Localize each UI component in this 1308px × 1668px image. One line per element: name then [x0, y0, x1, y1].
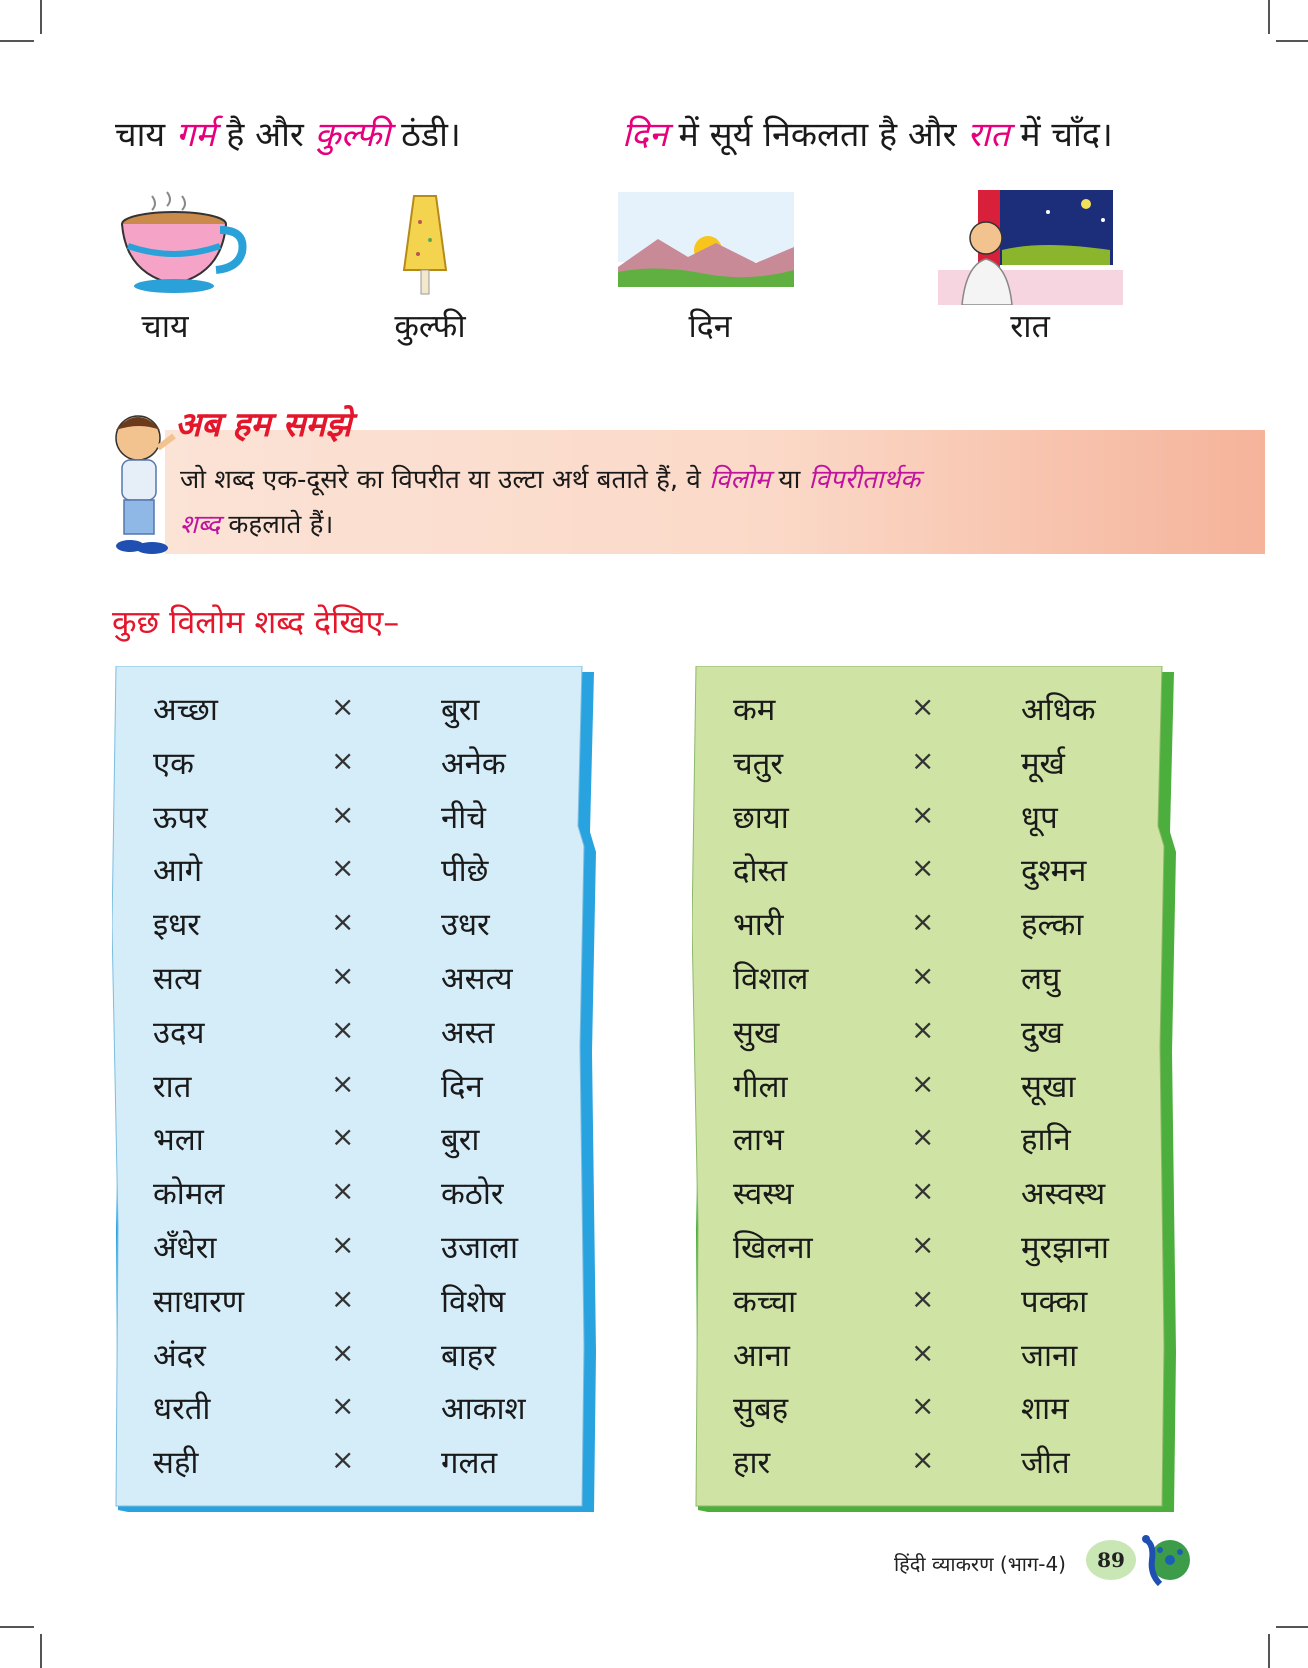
times-sign: × — [331, 959, 355, 992]
times-sign: × — [331, 1281, 355, 1315]
times-sign: × — [911, 797, 935, 831]
list-word-right: बाहर — [441, 1337, 496, 1374]
times-sign: × — [911, 1174, 935, 1208]
list-word-left: सुख — [733, 1014, 780, 1051]
list-word-right: अस्त — [441, 1014, 495, 1051]
list-word-left: लाभ — [733, 1122, 784, 1159]
list-word-right: मुरझाना — [1021, 1230, 1109, 1266]
list-word-left: खिलना — [733, 1230, 813, 1266]
list-word-left: भारी — [733, 907, 784, 944]
list-word-left: भला — [153, 1122, 204, 1159]
page-number: 89 — [1086, 1540, 1136, 1580]
definition-heading: अब हम समझे — [175, 405, 352, 445]
list-word-left: रात — [153, 1068, 192, 1105]
list-word-right: बुरा — [441, 692, 480, 728]
picture-caption: दिन — [688, 307, 732, 345]
times-sign: × — [911, 1120, 935, 1154]
tea-cup-icon — [112, 188, 247, 298]
crop-mark — [40, 1634, 42, 1668]
list-word-right: बुरा — [441, 1122, 480, 1159]
list-word-right: पीछे — [441, 853, 489, 890]
list-word-left: हार — [733, 1445, 771, 1482]
list-word-right: लघु — [1021, 961, 1061, 997]
list-word-left: सत्य — [153, 961, 201, 997]
list-word-left: सही — [153, 1445, 199, 1482]
crop-mark — [1268, 0, 1270, 34]
peacock-icon — [1136, 1530, 1191, 1590]
sentence-text: में चाँद। — [1009, 115, 1113, 155]
list-word-right: नीचे — [441, 799, 486, 836]
times-sign: × — [911, 1389, 935, 1423]
times-sign: × — [331, 743, 355, 777]
definition-line-2 — [180, 505, 333, 541]
list-word-left: स्वस्थ — [733, 1176, 794, 1213]
kulfi-icon — [400, 192, 450, 297]
times-sign: × — [911, 1228, 935, 1261]
list-word-right: उजाला — [441, 1230, 519, 1266]
times-sign: × — [331, 1120, 355, 1154]
times-sign: × — [331, 1389, 355, 1423]
list-word-left: एक — [153, 745, 194, 782]
list-word-right: दिन — [441, 1068, 483, 1105]
times-sign: × — [331, 1012, 355, 1046]
list-word-left: विशाल — [733, 961, 809, 997]
list-word-right: हानि — [1021, 1122, 1071, 1159]
crop-mark — [0, 40, 34, 42]
picture-caption: चाय — [141, 307, 189, 345]
highlight-word: कुल्फी — [314, 115, 391, 155]
times-sign: × — [331, 905, 355, 939]
crop-mark — [1268, 1634, 1270, 1668]
times-sign: × — [331, 851, 355, 885]
crop-mark — [1276, 40, 1308, 42]
times-sign: × — [911, 690, 935, 723]
list-word-right: गलत — [441, 1445, 498, 1482]
book-title: हिंदी व्याकरण (भाग-4) — [894, 1552, 1066, 1576]
list-word-left: उदय — [153, 1014, 205, 1051]
list-word-left: अच्छा — [153, 692, 218, 728]
definition-text: कहलाते हैं। — [220, 510, 334, 540]
times-sign: × — [911, 905, 935, 939]
definition-text: या — [770, 465, 809, 495]
list-word-left: सुबह — [733, 1391, 789, 1428]
definition-term: विपरीतार्थक — [808, 465, 921, 495]
list-word-right: शाम — [1021, 1391, 1069, 1428]
list-word-right: कठोर — [441, 1176, 504, 1213]
crop-mark — [40, 0, 42, 34]
times-sign: × — [331, 1066, 355, 1100]
definition-term: शब्द — [180, 510, 221, 540]
definition-line-1 — [180, 460, 920, 496]
list-word-left: छाया — [733, 799, 789, 836]
subheading: कुछ विलोम शब्द देखिए– — [112, 603, 400, 641]
sentence-text: चाय — [115, 115, 176, 155]
list-word-right: अनेक — [441, 745, 506, 782]
picture-caption: रात — [1010, 307, 1050, 345]
list-word-right: सूखा — [1021, 1068, 1076, 1105]
definition-text: जो शब्द एक-दूसरे का विपरीत या उल्टा अर्थ बताते हैं, वे — [180, 465, 710, 495]
list-word-left: ऊपर — [153, 799, 208, 836]
times-sign: × — [331, 1443, 355, 1477]
times-sign: × — [331, 1228, 355, 1261]
list-word-right: जीत — [1021, 1445, 1070, 1482]
list-word-left: धरती — [153, 1391, 211, 1428]
times-sign: × — [331, 1174, 355, 1208]
list-word-right: असत्य — [441, 961, 513, 997]
list-word-right: धूप — [1021, 799, 1058, 836]
times-sign: × — [911, 743, 935, 777]
list-word-right: उधर — [441, 907, 490, 944]
list-word-right: दुश्मन — [1021, 853, 1087, 890]
list-word-right: हल्का — [1021, 907, 1084, 944]
list-word-right: अस्वस्थ — [1021, 1176, 1106, 1213]
times-sign: × — [331, 797, 355, 831]
highlight-word: रात — [967, 115, 1010, 155]
list-word-right: दुख — [1021, 1014, 1063, 1051]
list-word-left: कोमल — [153, 1176, 225, 1213]
list-word-left: अंदर — [153, 1337, 206, 1374]
times-sign: × — [911, 1335, 935, 1369]
list-word-right: विशेष — [441, 1283, 506, 1320]
boy-pointing-icon — [108, 408, 178, 558]
list-word-left: कच्चा — [733, 1283, 797, 1320]
times-sign: × — [331, 1335, 355, 1369]
times-sign: × — [911, 959, 935, 992]
times-sign: × — [911, 851, 935, 885]
times-sign: × — [911, 1066, 935, 1100]
sentence-text: में सूर्य निकलता है और — [667, 115, 968, 155]
list-word-left: साधारण — [153, 1283, 245, 1320]
list-word-left: इधर — [153, 907, 200, 944]
sentence-text: है और — [215, 115, 315, 155]
list-word-left: अँधेरा — [153, 1230, 217, 1266]
crop-mark — [1276, 1626, 1308, 1628]
highlight-word: दिन — [622, 115, 668, 155]
times-sign: × — [331, 690, 355, 723]
list-word-right: अधिक — [1021, 692, 1096, 728]
definition-term: विलोम — [709, 465, 771, 495]
sentence-left — [115, 110, 461, 156]
list-word-left: आना — [733, 1337, 790, 1374]
picture-caption: कुल्फी — [394, 307, 466, 345]
list-word-left: चतुर — [733, 745, 784, 782]
crop-mark — [0, 1626, 34, 1628]
sentence-right — [622, 110, 1113, 156]
times-sign: × — [911, 1012, 935, 1046]
list-word-right: मूर्ख — [1021, 745, 1065, 782]
list-word-left: गीला — [733, 1068, 788, 1105]
times-sign: × — [911, 1281, 935, 1315]
sentence-text: ठंडी। — [390, 115, 461, 155]
times-sign: × — [911, 1443, 935, 1477]
list-word-right: पक्का — [1021, 1283, 1088, 1320]
list-word-right: जाना — [1021, 1337, 1078, 1374]
list-word-left: आगे — [153, 853, 203, 890]
sunrise-landscape-icon — [618, 192, 794, 287]
highlight-word: गर्म — [175, 115, 216, 155]
list-word-left: दोस्त — [733, 853, 788, 890]
list-word-left: कम — [733, 692, 776, 728]
man-at-night-window-icon — [938, 190, 1123, 305]
list-word-right: आकाश — [441, 1391, 526, 1428]
